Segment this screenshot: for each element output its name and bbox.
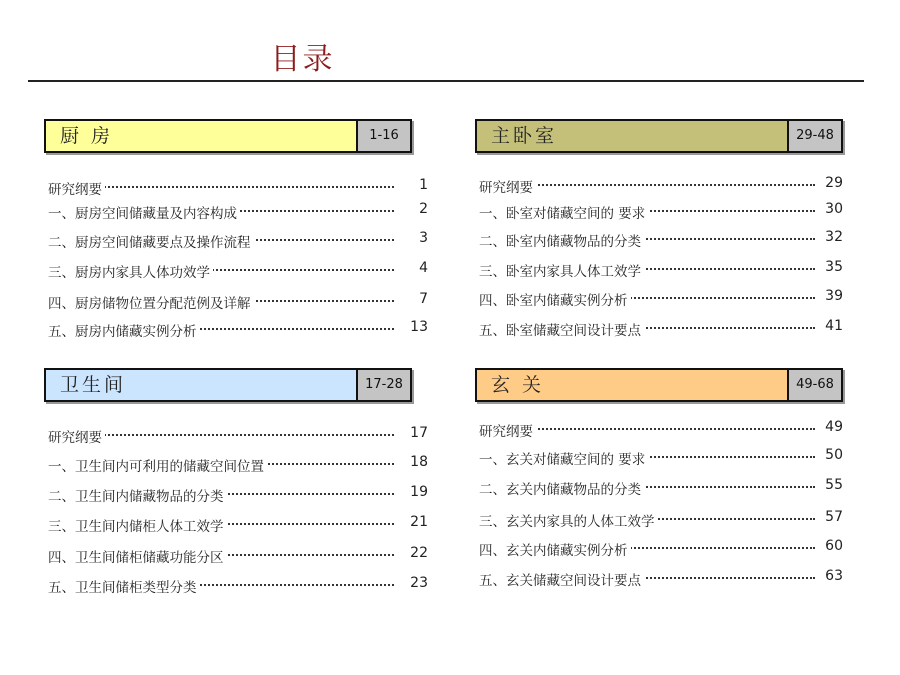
toc-entry-page: 50 xyxy=(825,447,843,463)
section-1 xyxy=(475,119,865,153)
toc-entry[interactable] xyxy=(48,201,428,222)
toc-entry[interactable] xyxy=(479,176,849,194)
toc-entry-page: 2 xyxy=(419,201,428,217)
page-title: 目录 xyxy=(270,42,335,77)
toc-entry[interactable] xyxy=(48,319,428,340)
toc-entry[interactable] xyxy=(479,202,849,220)
toc-entry-page: 7 xyxy=(419,291,428,307)
toc-entry-label: 五、玄关储藏空间设计要点 xyxy=(479,569,644,589)
section-title: 主卧室 xyxy=(477,121,791,151)
toc-entry-label: 五、卫生间储柜类型分类 xyxy=(48,576,200,596)
toc-entry-page: 23 xyxy=(410,575,428,591)
toc-entry[interactable] xyxy=(479,289,849,307)
section-0 xyxy=(44,119,434,153)
toc-entry[interactable] xyxy=(479,448,849,466)
toc-entry[interactable] xyxy=(479,510,849,528)
toc-entry-page: 63 xyxy=(825,568,843,584)
toc-entry-label: 二、卫生间内储藏物品的分类 xyxy=(48,485,227,505)
toc-entry-label: 研究纲要 xyxy=(479,420,536,440)
section-title: 卫生间 xyxy=(46,370,360,400)
toc-entry-page: 22 xyxy=(410,545,428,561)
toc-entry-label: 三、玄关内家具的人体工效学 xyxy=(479,510,658,530)
toc-entry[interactable] xyxy=(479,478,849,496)
toc-entry-label: 研究纲要 xyxy=(48,178,105,198)
toc-entry-label: 一、厨房空间储藏量及内容构成 xyxy=(48,202,240,222)
toc-entry-page: 17 xyxy=(410,425,428,441)
toc-entry-page: 35 xyxy=(825,259,843,275)
toc-entry-page: 55 xyxy=(825,477,843,493)
toc-entry[interactable] xyxy=(48,177,428,198)
toc-entry[interactable] xyxy=(48,575,428,596)
toc-entry-page: 21 xyxy=(410,514,428,530)
toc-entry-label: 四、卫生间储柜储藏功能分区 xyxy=(48,546,227,566)
toc-entry-label: 一、卫生间内可利用的储藏空间位置 xyxy=(48,455,267,475)
toc-entry-label: 二、卧室内储藏物品的分类 xyxy=(479,230,644,250)
toc-entry[interactable] xyxy=(48,260,428,281)
toc-entry-page: 13 xyxy=(410,319,428,335)
toc-entry[interactable] xyxy=(48,514,428,535)
section-title: 玄 关 xyxy=(477,370,791,400)
toc-entry-page: 60 xyxy=(825,538,843,554)
title-divider xyxy=(28,80,864,82)
section-3 xyxy=(475,368,865,402)
toc-entry-label: 一、卧室对储藏空间的 要求 xyxy=(479,202,648,222)
toc-entry[interactable] xyxy=(48,454,428,475)
toc-entry-page: 1 xyxy=(419,177,428,193)
section-header[interactable] xyxy=(475,368,843,402)
section-title: 厨 房 xyxy=(46,121,360,151)
toc-entry-label: 研究纲要 xyxy=(479,176,536,196)
toc-entry-label: 三、卧室内家具人体工效学 xyxy=(479,260,644,280)
toc-entry[interactable] xyxy=(48,291,428,312)
toc-entry-label: 四、卧室内储藏实例分析 xyxy=(479,289,631,309)
toc-entry-page: 4 xyxy=(419,260,428,276)
section-page-range: 1-16 xyxy=(356,121,410,151)
toc-entry[interactable] xyxy=(48,425,428,446)
toc-entry-page: 3 xyxy=(419,230,428,246)
toc-entry-page: 18 xyxy=(410,454,428,470)
toc-entry[interactable] xyxy=(479,230,849,248)
toc-entry-page: 32 xyxy=(825,229,843,245)
toc-entry[interactable] xyxy=(48,545,428,566)
toc-entry-page: 29 xyxy=(825,175,843,191)
toc-entry-label: 二、玄关内储藏物品的分类 xyxy=(479,478,644,498)
toc-entry[interactable] xyxy=(479,260,849,278)
toc-entry-page: 41 xyxy=(825,318,843,334)
section-page-range: 17-28 xyxy=(356,370,410,400)
section-header[interactable] xyxy=(44,368,412,402)
toc-entry[interactable] xyxy=(48,230,428,251)
toc-entry-label: 三、厨房内家具人体功效学 xyxy=(48,261,213,281)
toc-entry[interactable] xyxy=(479,420,849,438)
leader-dots xyxy=(519,184,815,186)
toc-entry-page: 39 xyxy=(825,288,843,304)
toc-entry[interactable] xyxy=(479,319,849,337)
toc-entry-label: 四、厨房储物位置分配范例及详解 xyxy=(48,292,254,312)
toc-entry-page: 57 xyxy=(825,509,843,525)
toc-entry-page: 49 xyxy=(825,419,843,435)
toc-entry[interactable] xyxy=(479,569,849,587)
toc-entry[interactable] xyxy=(48,484,428,505)
toc-entry-label: 研究纲要 xyxy=(48,426,105,446)
toc-entry-label: 四、玄关内储藏实例分析 xyxy=(479,539,631,559)
toc-entry-label: 一、玄关对储藏空间的 要求 xyxy=(479,448,648,468)
toc-entry-label: 三、卫生间内储柜人体工效学 xyxy=(48,515,227,535)
toc-entry[interactable] xyxy=(479,539,849,557)
section-2 xyxy=(44,368,434,402)
section-header[interactable] xyxy=(44,119,412,153)
section-page-range: 49-68 xyxy=(787,370,841,400)
section-page-range: 29-48 xyxy=(787,121,841,151)
toc-entry-page: 30 xyxy=(825,201,843,217)
section-header[interactable] xyxy=(475,119,843,153)
leader-dots xyxy=(88,186,394,188)
toc-entry-label: 五、厨房内储藏实例分析 xyxy=(48,320,200,340)
toc-entry-label: 二、厨房空间储藏要点及操作流程 xyxy=(48,231,254,251)
leader-dots xyxy=(88,434,394,436)
toc-entry-page: 19 xyxy=(410,484,428,500)
toc-entry-label: 五、卧室储藏空间设计要点 xyxy=(479,319,644,339)
leader-dots xyxy=(519,428,815,430)
